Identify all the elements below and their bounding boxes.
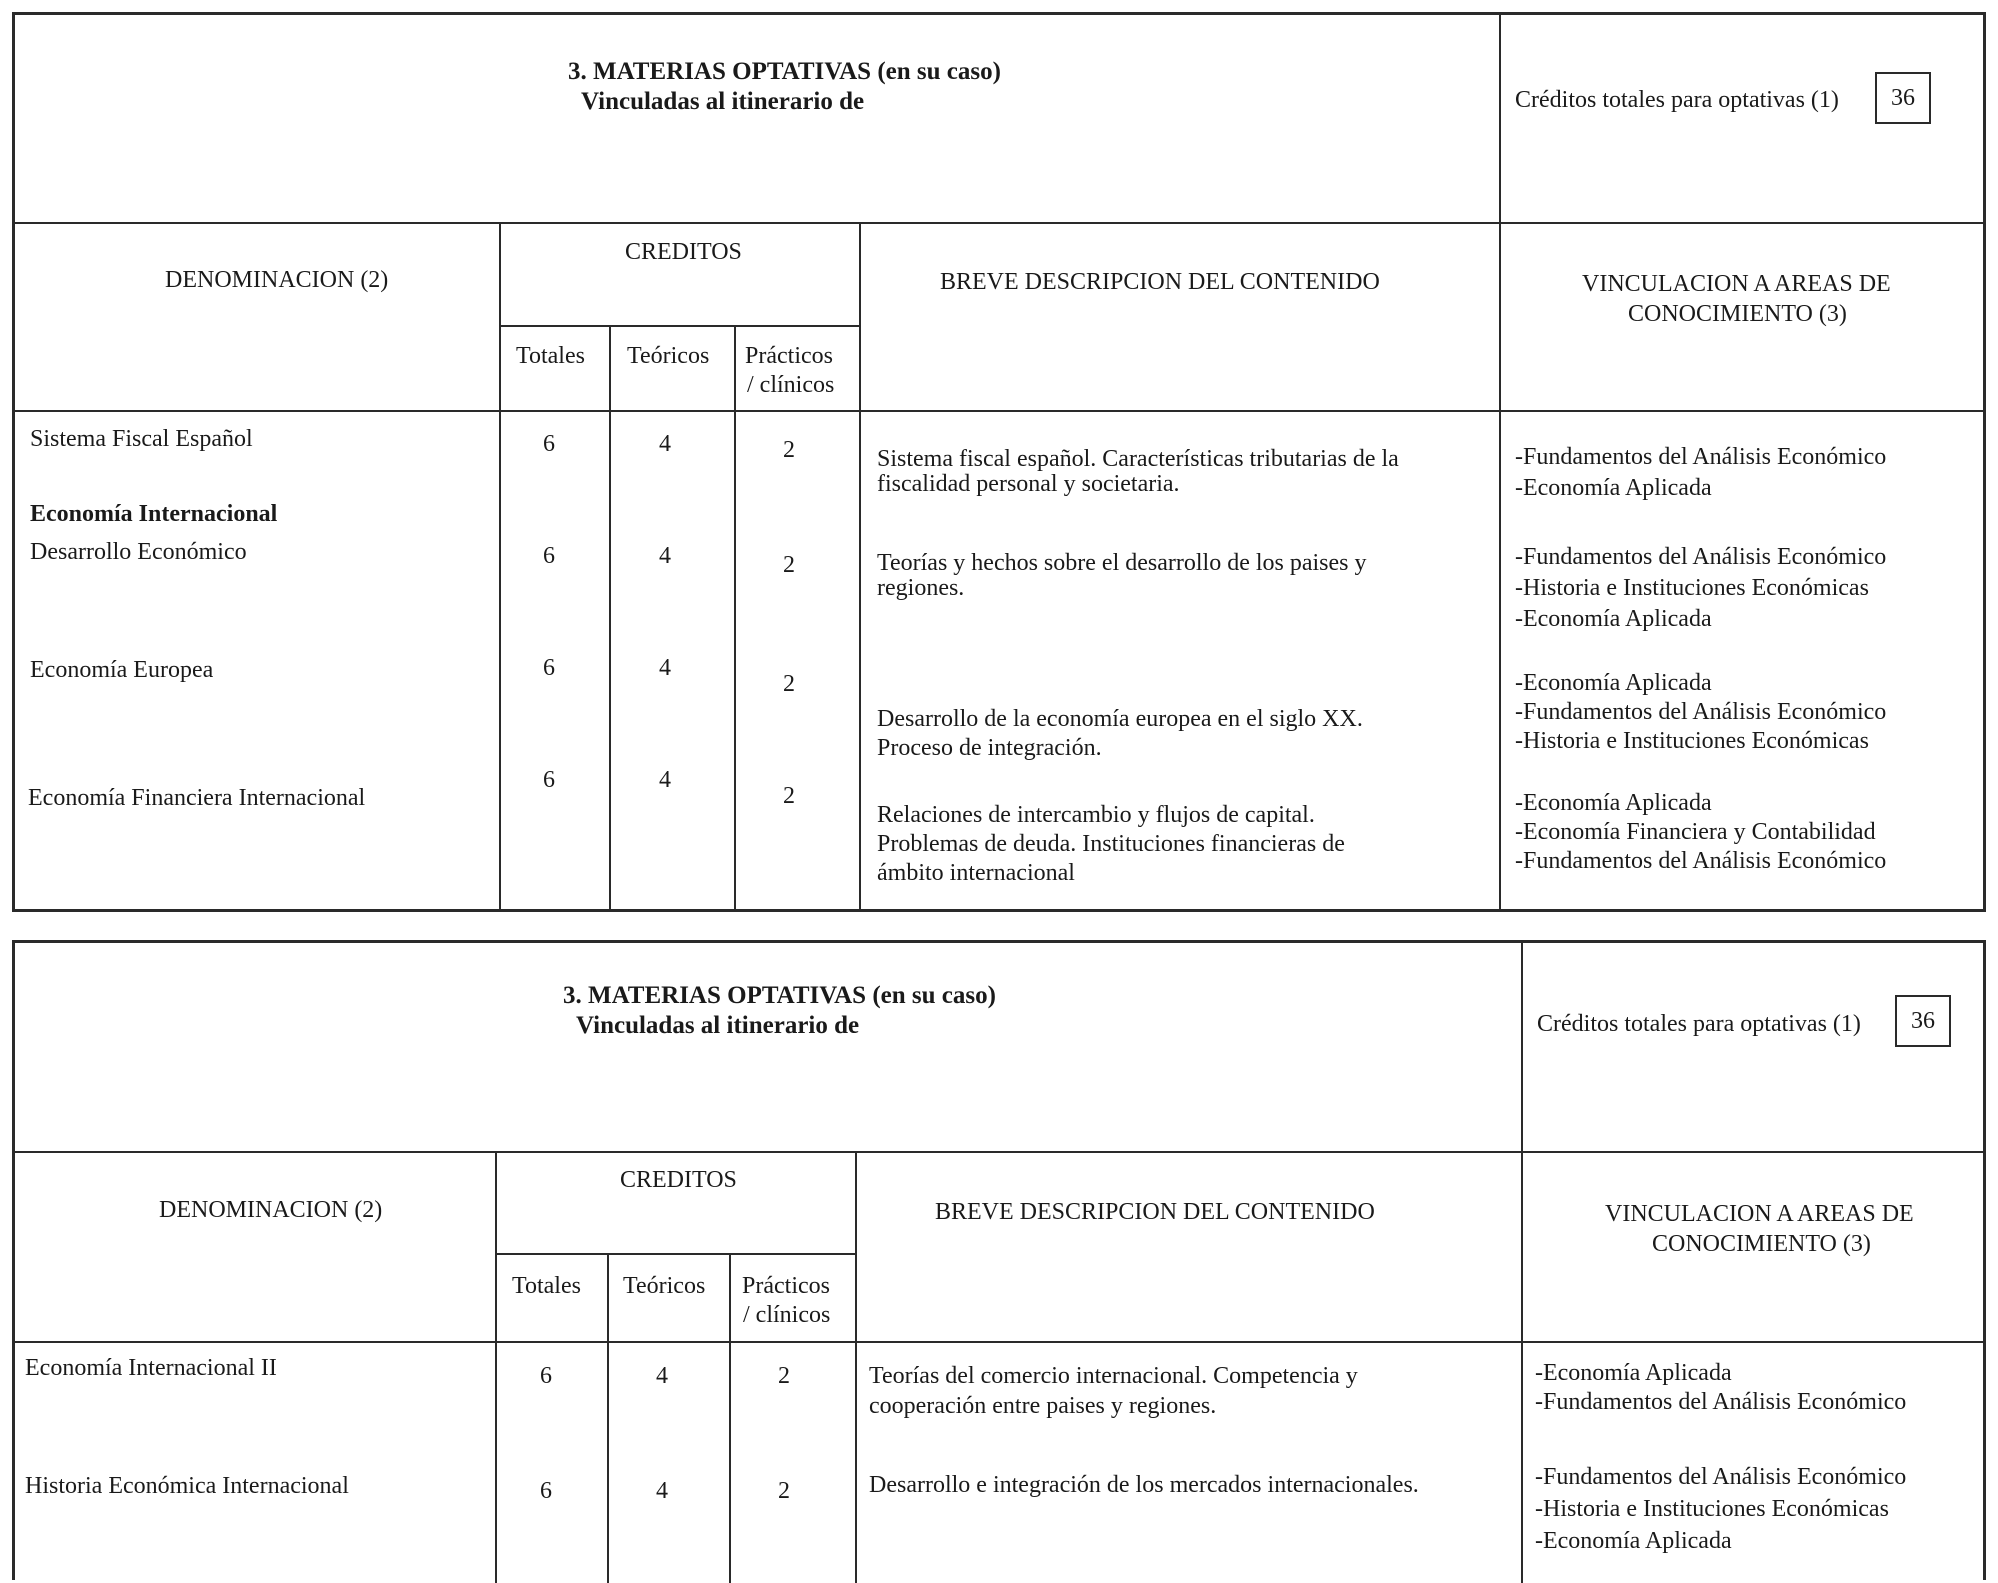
optativas-form-1 [12,12,1986,912]
description-line: Proceso de integración. [877,735,1102,761]
row-areas [1515,789,1886,876]
description-line: Teorías y hechos sobre el desarrollo de los paises y [877,550,1367,576]
col-vinculacion-2: CONOCIMIENTO (3) [1628,301,1847,327]
col-totales: Totales [512,1273,581,1299]
row-areas [1515,442,1886,504]
description-line: cooperación entre paises y regiones. [869,1393,1217,1419]
col-teoricos: Teóricos [623,1273,706,1299]
area-item: -Economía Aplicada [1535,1360,1732,1386]
row-description [877,447,1399,497]
row-name: Economía Financiera Internacional [28,785,366,811]
row-description [877,705,1363,763]
divider [734,325,736,909]
row-totales: 6 [540,1478,552,1504]
col-denominacion: DENOMINACION (2) [159,1197,383,1223]
col-vinculacion-2: CONOCIMIENTO (3) [1652,1231,1871,1257]
row-name: Historia Económica Internacional [25,1473,349,1499]
area-item: -Fundamentos del Análisis Económico [1535,1464,1907,1490]
divider [15,222,1983,224]
area-item: -Historia e Instituciones Económicas [1515,575,1869,601]
row-practicos: 2 [783,671,795,697]
optativas-form-2 [12,940,1986,1580]
description-line: Desarrollo de la economía europea en el siglo XX. [877,706,1363,732]
col-clinicos: / clínicos [743,1302,831,1328]
section-subtitle: Vinculadas al itinerario de [581,88,865,115]
col-creditos: CREDITOS [620,1167,737,1193]
divider [1521,943,1523,1583]
area-item: -Economía Aplicada [1515,475,1712,501]
area-item: -Economía Aplicada [1515,606,1712,632]
row-totales: 6 [543,543,555,569]
row-name: Sistema Fiscal Español [30,426,253,452]
area-item: -Fundamentos del Análisis Económico [1515,699,1887,725]
divider [499,325,859,327]
description-line: regiones. [877,575,965,601]
description-line: Problemas de deuda. Instituciones financieras de [877,831,1345,857]
row-areas [1535,1461,1906,1557]
credits-total-label: Créditos totales para optativas (1) [1515,87,1839,113]
credits-total-value: 36 [1895,995,1951,1047]
row-name: Economía Europea [30,657,214,683]
row-areas [1515,542,1886,635]
row-totales: 6 [543,431,555,457]
section-title: 3. MATERIAS OPTATIVAS (en su caso) [563,982,996,1009]
col-clinicos: / clínicos [747,372,835,398]
row-description [869,1361,1358,1421]
col-vinculacion: VINCULACION A AREAS DE [1605,1201,1914,1227]
divider [609,325,611,909]
divider [15,1151,1983,1153]
description-line: Relaciones de intercambio y flujos de capital. [877,802,1315,828]
section-title: 3. MATERIAS OPTATIVAS (en su caso) [568,58,1001,85]
row-teoricos: 4 [659,655,671,681]
divider [495,1151,497,1583]
divider [15,1341,1983,1343]
col-descripcion: BREVE DESCRIPCION DEL CONTENIDO [940,269,1380,295]
col-practicos: Prácticos [742,1273,830,1299]
row-practicos: 2 [778,1363,790,1389]
area-item: -Historia e Instituciones Económicas [1515,728,1869,754]
col-vinculacion: VINCULACION A AREAS DE [1582,271,1891,297]
row-practicos: 2 [778,1478,790,1504]
divider [1499,15,1501,909]
row-description [877,551,1367,601]
col-practicos: Prácticos [745,343,833,369]
description-line: Teorías del comercio internacional. Competencia y [869,1363,1358,1389]
divider [15,410,1983,412]
credits-total-label: Créditos totales para optativas (1) [1537,1011,1861,1037]
row-teoricos: 4 [656,1478,668,1504]
divider [855,1151,857,1583]
row-teoricos: 4 [659,543,671,569]
row-name: Desarrollo Económico [30,539,247,565]
row-totales: 6 [540,1363,552,1389]
row-teoricos: 4 [659,431,671,457]
row-teoricos: 4 [656,1363,668,1389]
row-areas [1515,669,1886,756]
row-name: Economía Internacional II [25,1355,277,1381]
col-teoricos: Teóricos [627,343,710,369]
area-item: -Economía Aplicada [1535,1528,1732,1554]
row-areas [1535,1359,1906,1417]
row-totales: 6 [543,655,555,681]
section-subtitle: Vinculadas al itinerario de [576,1012,860,1039]
row-practicos: 2 [783,552,795,578]
description-line: Sistema fiscal español. Características tributarias de la [877,446,1399,472]
row-description [869,1473,1419,1498]
divider [607,1253,609,1583]
description-line: ámbito internacional [877,860,1075,886]
area-item: -Historia e Instituciones Económicas [1535,1496,1889,1522]
row-practicos: 2 [783,437,795,463]
col-descripcion: BREVE DESCRIPCION DEL CONTENIDO [935,1199,1375,1225]
col-creditos: CREDITOS [625,239,742,265]
area-item: -Economía Financiera y Contabilidad [1515,819,1876,845]
area-item: -Fundamentos del Análisis Económico [1515,544,1887,570]
area-item: -Economía Aplicada [1515,790,1712,816]
area-item: -Fundamentos del Análisis Económico [1535,1389,1907,1415]
credits-total-value: 36 [1875,72,1931,124]
area-item: -Economía Aplicada [1515,670,1712,696]
row-totales: 6 [543,767,555,793]
col-denominacion: DENOMINACION (2) [165,267,389,293]
divider [859,222,861,909]
row-practicos: 2 [783,783,795,809]
area-item: -Fundamentos del Análisis Económico [1515,848,1887,874]
row-teoricos: 4 [659,767,671,793]
divider [729,1253,731,1583]
col-totales: Totales [516,343,585,369]
divider [495,1253,855,1255]
group-label: Economía Internacional [30,501,278,527]
divider [499,222,501,909]
description-line: Desarrollo e integración de los mercados internacionales. [869,1472,1419,1498]
row-description [877,801,1345,888]
area-item: -Fundamentos del Análisis Económico [1515,444,1887,470]
description-line: fiscalidad personal y societaria. [877,471,1180,497]
